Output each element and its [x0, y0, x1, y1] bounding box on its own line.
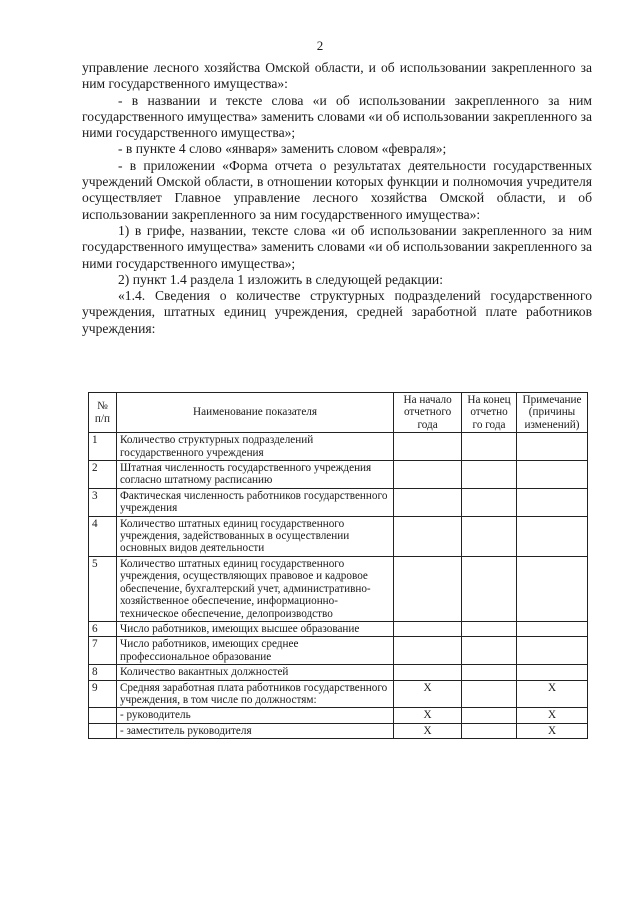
row-number: 9	[89, 680, 117, 708]
indicator-name: Количество структурных подразделений государственного учреждения	[116, 433, 393, 461]
value-year-start	[394, 488, 462, 516]
value-note: X	[517, 708, 588, 723]
header-note: Примечание (причины изменений)	[517, 393, 588, 433]
value-year-end	[462, 637, 517, 665]
indicator-name: Количество штатных единиц государственного учреждения, осуществляющих правовое и кадровое обеспечение, бухгалтерский учет, административно-хозяйственное обеспечение, информационно-техническое обеспечение, делопроизводство	[116, 556, 393, 621]
value-year-start	[394, 556, 462, 621]
value-year-end	[462, 680, 517, 708]
table-row	[89, 433, 588, 461]
value-year-end	[462, 556, 517, 621]
table-row	[89, 516, 588, 556]
paragraph: - в приложении «Форма отчета о результатах деятельности государственных учреждений Омской области, в отношении которых функции и полномочия учредителя осуществляет Главное управление лесного хозяйства Омской области, и об использовании закрепленного за ним государственного имущества»:	[82, 157, 592, 222]
indicators-table	[88, 392, 588, 739]
row-number: 5	[89, 556, 117, 621]
paragraph: управление лесного хозяйства Омской области, и об использовании закрепленного за ним государственного имущества»:	[82, 60, 592, 92]
page-number: 2	[316, 38, 324, 53]
value-year-start: X	[394, 723, 462, 738]
paragraph: - в названии и тексте слова «и об использовании закрепленного за ним государственного имущества» заменить словами «и об использовании закрепленного за ними государственного имущества»;	[82, 92, 592, 141]
row-number: 6	[89, 621, 117, 636]
value-year-start	[394, 665, 462, 680]
indicator-name: Средняя заработная плата работников государственного учреждения, в том числе по должностям:	[116, 680, 393, 708]
value-year-end	[462, 433, 517, 461]
table-row	[89, 708, 588, 723]
row-number	[89, 723, 117, 738]
row-number: 8	[89, 665, 117, 680]
value-year-start	[394, 461, 462, 489]
table-row	[89, 621, 588, 636]
value-note	[517, 433, 588, 461]
indicator-name: Штатная численность государственного учреждения согласно штатному расписанию	[116, 461, 393, 489]
header-number: № п/п	[89, 393, 117, 433]
header-year-end: На конец отчетно го года	[462, 393, 517, 433]
value-year-end	[462, 516, 517, 556]
value-year-end	[462, 723, 517, 738]
value-note	[517, 637, 588, 665]
paragraph: 2) пункт 1.4 раздела 1 изложить в следующей редакции:	[118, 271, 443, 287]
paragraph: «1.4. Сведения о количестве структурных подразделений государственного учреждения, штатных единиц учреждения, средней заработной плате работников учреждения:	[82, 288, 592, 336]
indicator-name: Количество вакантных должностей	[116, 665, 393, 680]
value-year-start	[394, 433, 462, 461]
indicator-name: Количество штатных единиц государственного учреждения, задействованных в осуществлении основных видов деятельности	[116, 516, 393, 556]
table-row	[89, 665, 588, 680]
indicator-name: - заместитель руководителя	[116, 723, 393, 738]
value-note	[517, 461, 588, 489]
indicator-name: Число работников, имеющих среднее профессиональное образование	[116, 637, 393, 665]
document-body	[82, 60, 592, 337]
row-number: 2	[89, 461, 117, 489]
value-year-end	[462, 621, 517, 636]
value-year-start: X	[394, 680, 462, 708]
header-year-start: На начало отчетного года	[394, 393, 462, 433]
row-number: 3	[89, 488, 117, 516]
value-note	[517, 488, 588, 516]
value-note: X	[517, 723, 588, 738]
value-note	[517, 516, 588, 556]
value-note	[517, 665, 588, 680]
header-indicator-name: Наименование показателя	[116, 393, 393, 433]
row-number	[89, 708, 117, 723]
value-year-start	[394, 637, 462, 665]
row-number: 7	[89, 637, 117, 665]
value-note: X	[517, 680, 588, 708]
row-number: 4	[89, 516, 117, 556]
table-row	[89, 680, 588, 708]
table-row	[89, 488, 588, 516]
indicator-name: - руководитель	[116, 708, 393, 723]
value-year-start: X	[394, 708, 462, 723]
table-row	[89, 637, 588, 665]
value-year-end	[462, 461, 517, 489]
value-year-end	[462, 488, 517, 516]
value-year-end	[462, 665, 517, 680]
row-number: 1	[89, 433, 117, 461]
indicator-name: Фактическая численность работников государственного учреждения	[116, 488, 393, 516]
value-note	[517, 621, 588, 636]
table-row	[89, 723, 588, 738]
paragraph: 1) в грифе, названии, тексте слова «и об использовании закрепленного за ним государственного имущества» заменить словами «и об использовании закрепленного за ними государственного имущества»;	[82, 222, 592, 271]
indicator-name: Число работников, имеющих высшее образование	[116, 621, 393, 636]
value-year-start	[394, 621, 462, 636]
value-year-start	[394, 516, 462, 556]
value-note	[517, 556, 588, 621]
paragraph: - в пункте 4 слово «января» заменить словом «февраля»;	[118, 141, 447, 157]
table-row	[89, 556, 588, 621]
value-year-end	[462, 708, 517, 723]
table-header-row	[89, 393, 588, 433]
table-row	[89, 461, 588, 489]
